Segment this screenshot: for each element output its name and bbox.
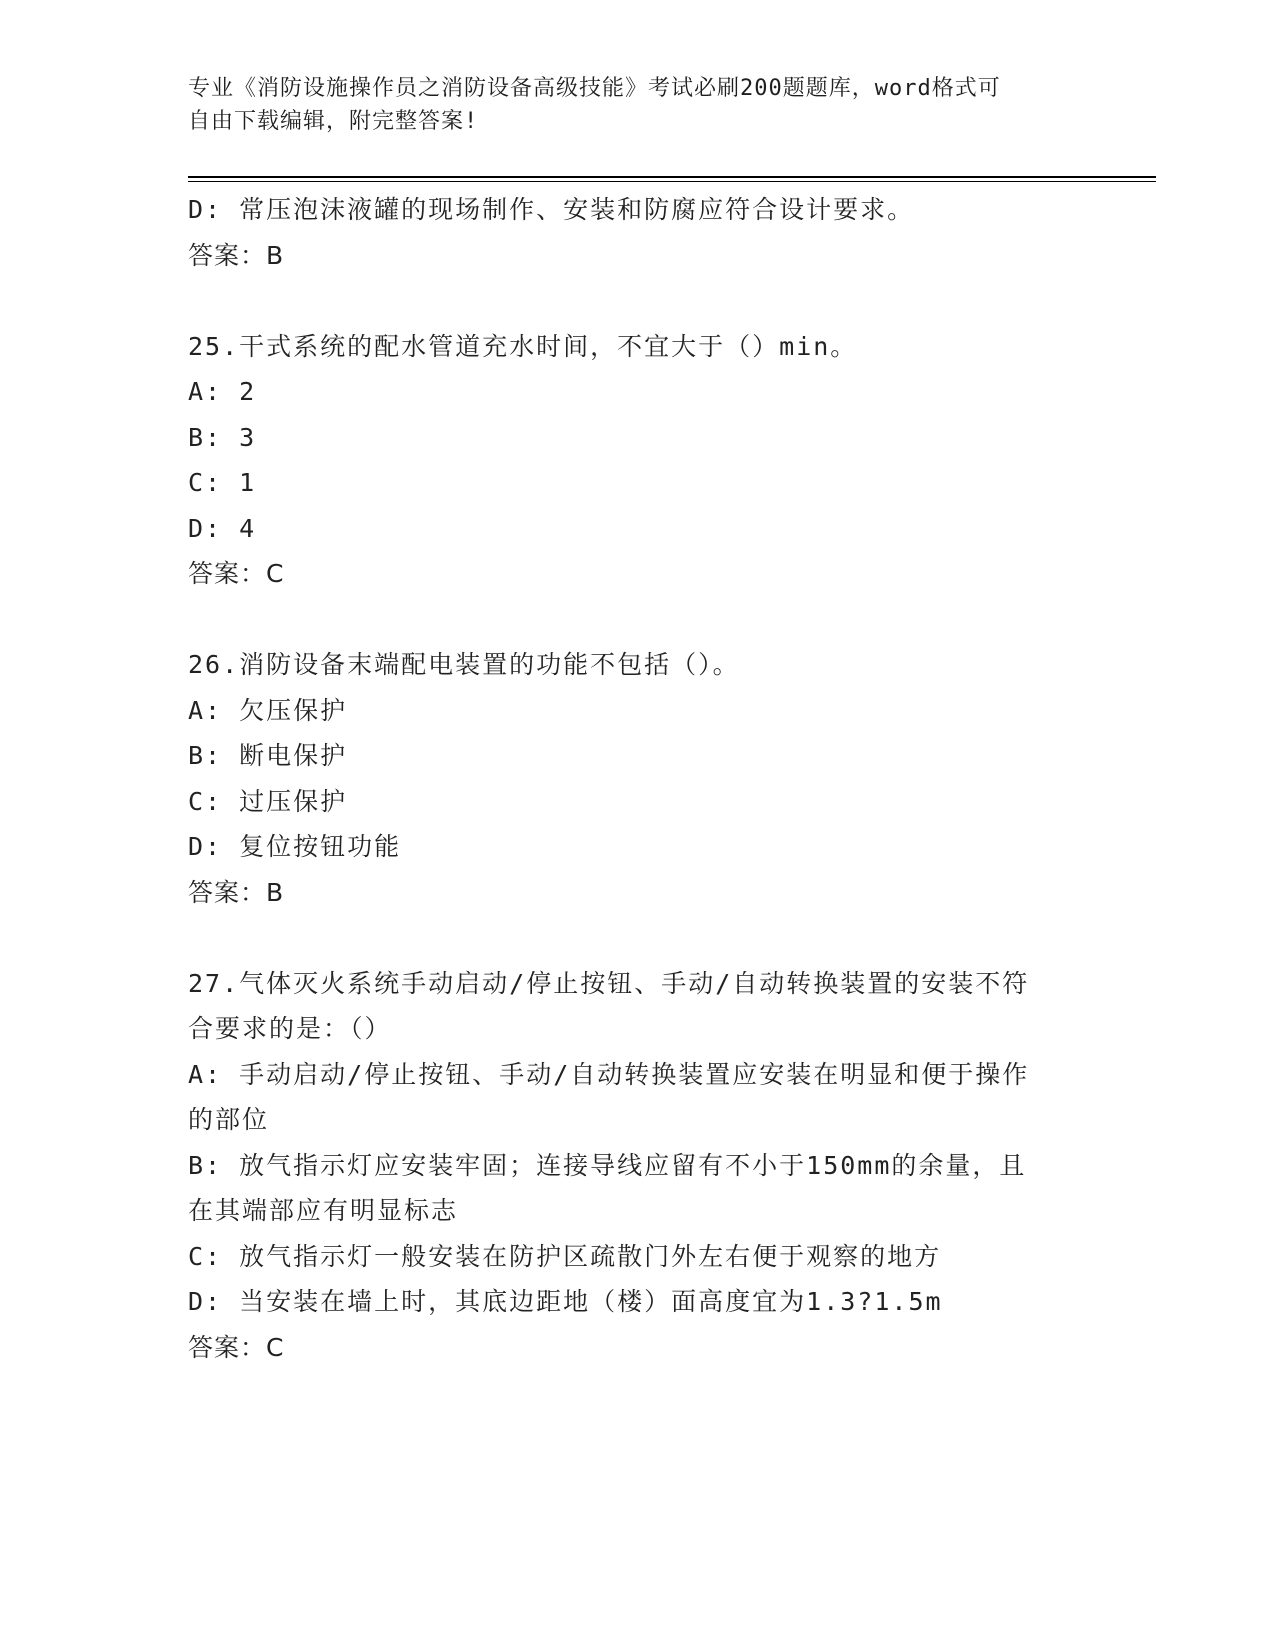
answer: 答案：B	[188, 877, 285, 907]
answer: 答案：C	[188, 1332, 285, 1362]
header-line-2: 自由下载编辑，附完整答案!	[188, 109, 479, 134]
option-d: D: 当安装在墙上时，其底边距地（楼）面高度宜为1.3?1.5m	[188, 1287, 943, 1316]
option-b-line-2: 在其端部应有明显标志	[188, 1196, 459, 1225]
question-25	[188, 324, 1068, 597]
answer: 答案：C	[188, 559, 285, 588]
option-a-line-2: 的部位	[188, 1105, 270, 1134]
question-list	[188, 187, 1068, 1370]
question-stem-line-2: 合要求的是：（）	[188, 1014, 392, 1043]
header-divider-thick	[188, 176, 1156, 178]
option-a: A: 欠压保护	[188, 695, 348, 725]
document-header	[188, 72, 1068, 138]
option-a-line-1: A: 手动启动/停止按钮、手动/自动转换装置应安装在明显和便于操作	[188, 1059, 1030, 1089]
option-c: C: 过压保护	[188, 786, 348, 816]
question-26	[188, 642, 1068, 915]
spacer	[188, 278, 1068, 324]
option-c: C: 1	[188, 468, 257, 497]
spacer	[188, 597, 1068, 643]
question-stem: 26.消防设备末端配电装置的功能不包括（）。	[188, 650, 740, 679]
option-a: A: 2	[188, 377, 257, 406]
option-b: B: 3	[188, 422, 257, 452]
option-c: C: 放气指示灯一般安装在防护区疏散门外左右便于观察的地方	[188, 1241, 942, 1271]
option-d: D: 复位按钮功能	[188, 832, 402, 861]
option-d: D: 4	[188, 513, 257, 543]
header-divider-thin	[188, 181, 1156, 182]
previous-question-tail	[188, 187, 1068, 278]
question-stem: 25.干式系统的配水管道充水时间，不宜大于（）min。	[188, 331, 858, 361]
spacer	[188, 915, 1068, 961]
header-line-1: 专业《消防设施操作员之消防设备高级技能》考试必刷200题题库，word格式可	[188, 76, 1001, 101]
option-b: B: 断电保护	[188, 741, 348, 770]
option-b-line-1: B: 放气指示灯应安装牢固；连接导线应留有不小于150mm的余量，且	[188, 1150, 1027, 1180]
answer: 答案：B	[188, 240, 285, 270]
option-d: D: 常压泡沫液罐的现场制作、安装和防腐应符合设计要求。	[188, 195, 915, 224]
question-27	[188, 961, 1068, 1371]
question-stem-line-1: 27.气体灭火系统手动启动/停止按钮、手动/自动转换装置的安装不符	[188, 968, 1030, 998]
